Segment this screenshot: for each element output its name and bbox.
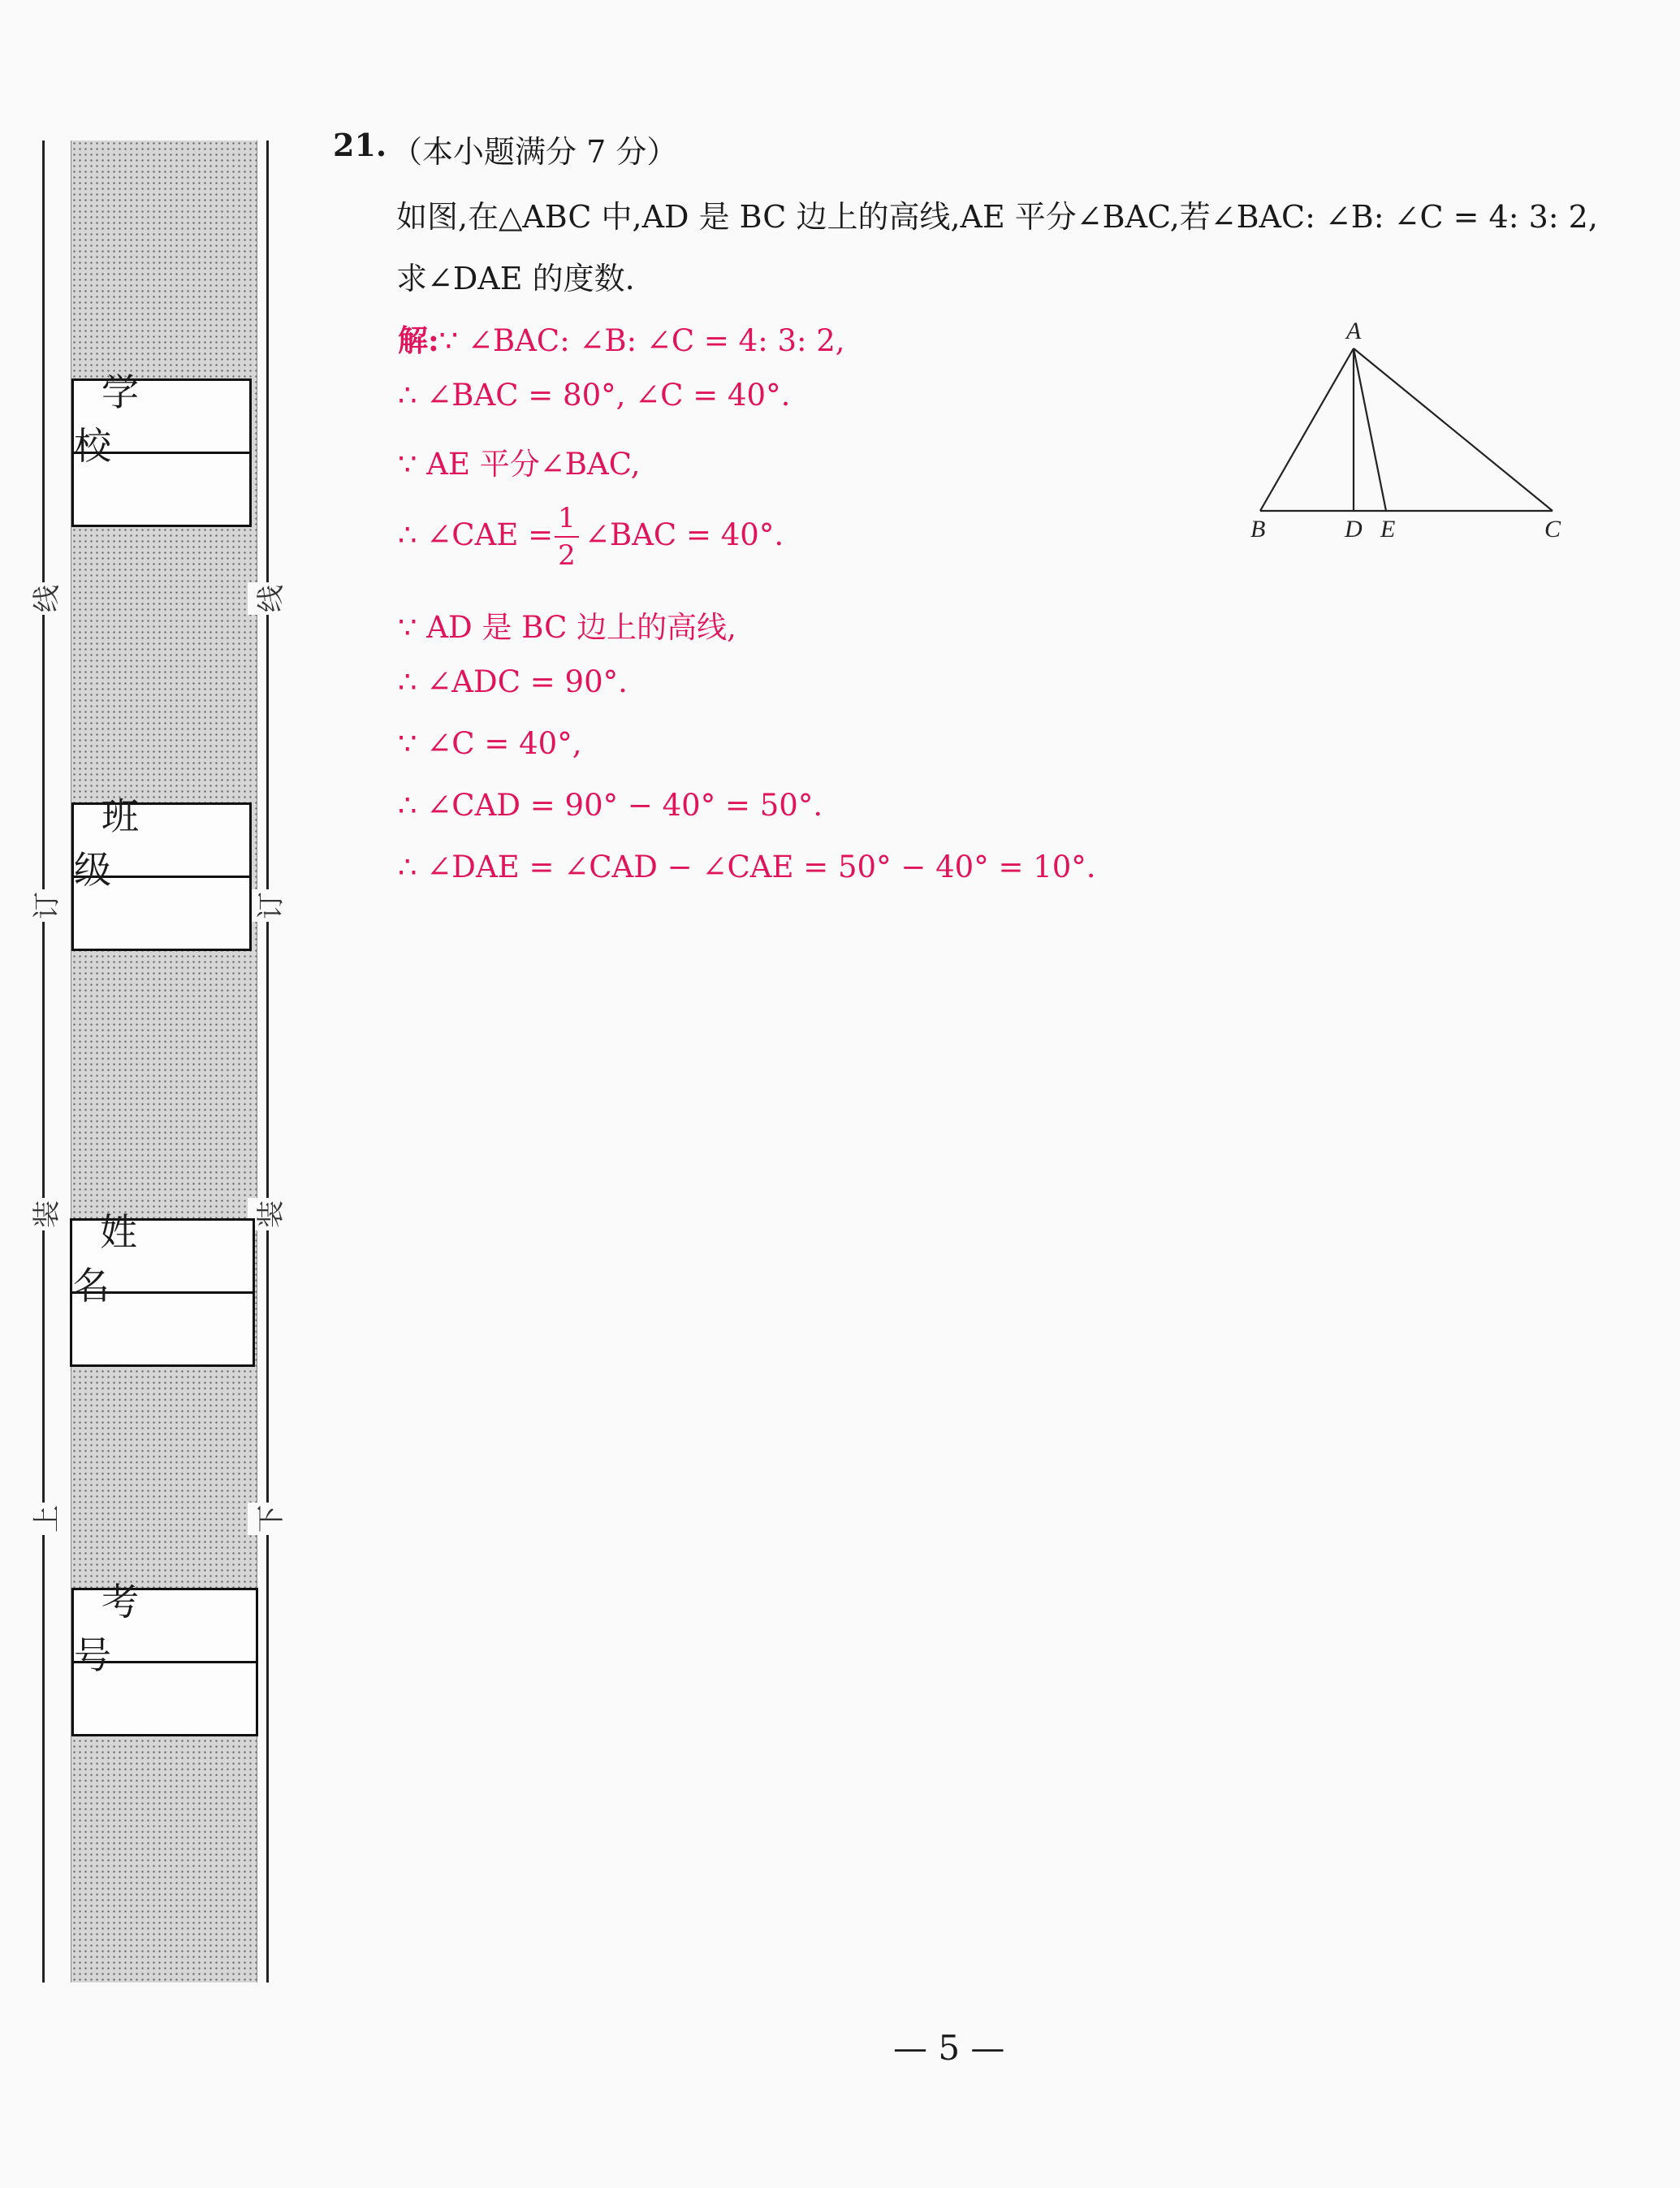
school-box (71, 370, 252, 527)
solution-step-2: ∴ ∠BAC = 80°, ∠C = 40°. (398, 378, 791, 413)
label-d: D (1345, 516, 1363, 543)
school-label: 学 校 (74, 381, 249, 454)
solution-step-1-text: ∵ ∠BAC: ∠B: ∠C = 4: 3: 2, (438, 323, 845, 358)
exam-number-box (71, 1579, 258, 1736)
margin-left-line (42, 141, 45, 1983)
bisector-ae (1354, 348, 1386, 511)
margin-char-left-2: 订 (24, 889, 64, 922)
side-ab (1260, 348, 1354, 511)
margin-char-left-4: 上 (24, 1503, 64, 1535)
margin-char-left-1: 线 (24, 582, 64, 615)
label-c: C (1544, 516, 1561, 543)
solution-step-8: ∴ ∠CAD = 90° − 40° = 50°. (398, 788, 823, 823)
question-score: （本小题满分 7 分） (391, 134, 678, 170)
fraction-numerator: 1 (558, 502, 576, 534)
label-b: B (1250, 516, 1266, 543)
side-ac (1354, 348, 1553, 511)
fraction-denominator: 2 (558, 539, 576, 572)
margin-right-line (266, 141, 269, 1983)
label-e: E (1380, 516, 1396, 543)
solution-step-4-prefix: ∴ ∠CAE = (398, 517, 554, 552)
solution-step-7: ∵ ∠C = 40°, (398, 726, 582, 761)
name-box (70, 1209, 255, 1367)
solution-step-1 (398, 316, 845, 360)
solution-step-6: ∴ ∠ADC = 90°. (398, 664, 628, 699)
solution-step-5: ∵ AD 是 BC 边上的高线, (398, 610, 736, 645)
class-label: 班 级 (74, 805, 249, 878)
solution-step-9: ∴ ∠DAE = ∠CAD − ∠CAE = 50° − 40° = 10°. (398, 850, 1096, 884)
margin-char-left-3: 装 (24, 1198, 64, 1230)
fraction-one-half (552, 502, 581, 572)
margin-char-right-3: 装 (248, 1198, 288, 1230)
question-number: 21. (333, 127, 387, 163)
class-box (71, 793, 252, 951)
question-line-1: 如图,在△ABC 中,AD 是 BC 边上的高线,AE 平分∠BAC,若∠BAC: ∠B: ∠C = 4: 3: 2, (396, 199, 1598, 235)
margin-char-right-4: 下 (248, 1503, 288, 1535)
margin-char-right-1: 线 (248, 582, 288, 615)
question-line-2: 求∠DAE 的度数. (396, 261, 635, 296)
solution-label: 解: (398, 322, 439, 358)
fraction-bar (555, 536, 579, 538)
solution-step-4-suffix: ∠BAC = 40°. (585, 517, 784, 552)
solution-step-3: ∵ AE 平分∠BAC, (398, 447, 641, 482)
page-number: — 5 — (893, 2028, 1005, 2068)
margin-char-right-2: 订 (248, 889, 288, 922)
exam-number-label: 考 号 (74, 1590, 256, 1663)
name-label: 姓 名 (72, 1221, 253, 1294)
triangle-figure (1234, 313, 1575, 556)
label-a: A (1346, 318, 1362, 344)
